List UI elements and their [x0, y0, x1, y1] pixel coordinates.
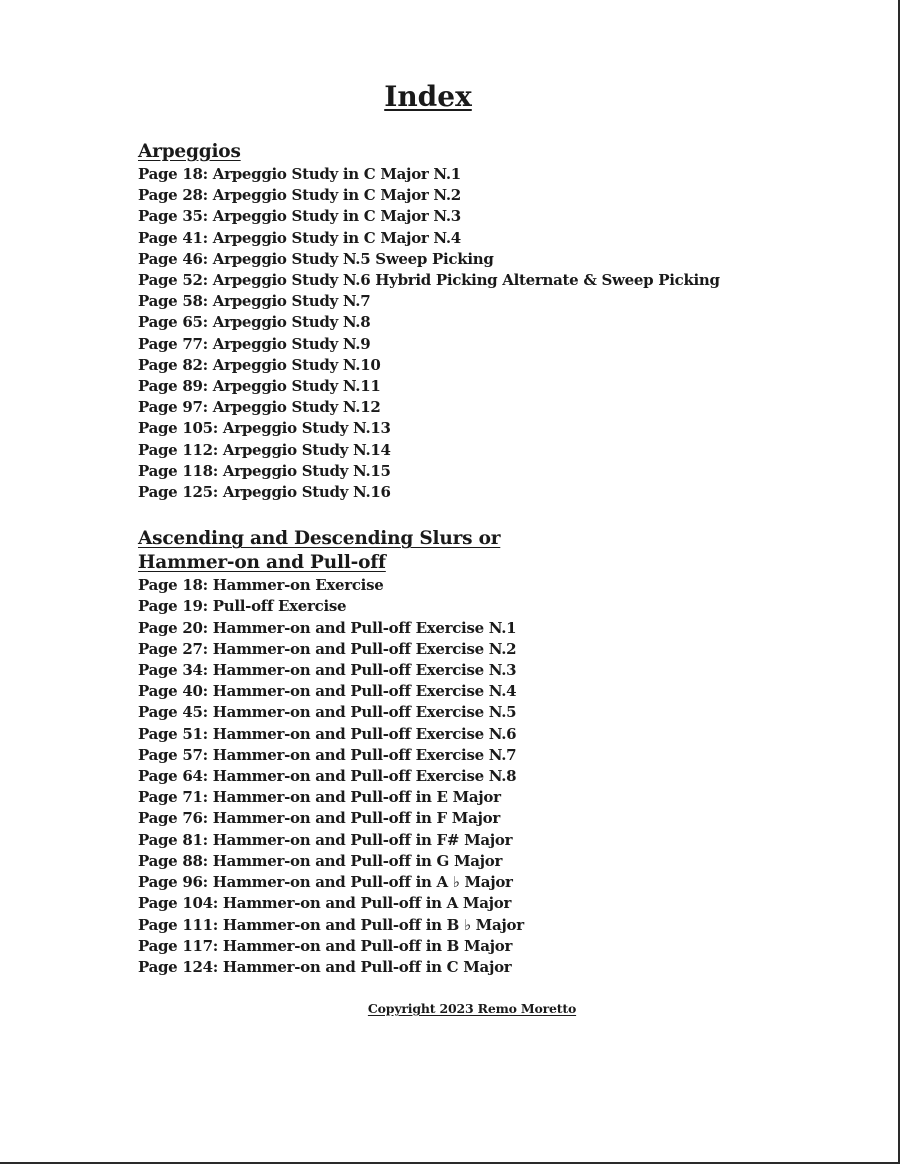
index-entry: Page 81: Hammer-on and Pull-off in F# Major	[138, 830, 513, 849]
index-entry: Page 19: Pull-off Exercise	[138, 597, 347, 616]
index-entry: Page 104: Hammer-on and Pull-off in A Major	[138, 894, 512, 913]
index-entry: Page 65: Arpeggio Study N.8	[138, 313, 371, 332]
index-entry: Page 105: Arpeggio Study N.13	[138, 419, 391, 438]
section-heading	[138, 140, 858, 164]
index-entry: Page 76: Hammer-on and Pull-off in F Major	[138, 809, 500, 828]
entry-list	[138, 164, 858, 503]
index-entry: Page 97: Arpeggio Study N.12	[138, 398, 381, 417]
section-slurs	[138, 527, 858, 978]
index-entry: Page 125: Arpeggio Study N.16	[138, 483, 391, 502]
index-content	[138, 140, 858, 978]
index-entry: Page 45: Hammer-on and Pull-off Exercise N.5	[138, 703, 517, 722]
section-arpeggios	[138, 140, 858, 503]
index-entry: Page 27: Hammer-on and Pull-off Exercise N.2	[138, 639, 517, 658]
index-entry: Page 71: Hammer-on and Pull-off in E Major	[138, 788, 501, 807]
index-entry: Page 89: Arpeggio Study N.11	[138, 377, 381, 396]
section-heading	[138, 527, 858, 575]
section-heading-line: Arpeggios	[138, 141, 241, 162]
index-entry: Page 117: Hammer-on and Pull-off in B Major	[138, 936, 513, 955]
index-entry: Page 96: Hammer-on and Pull-off in A ♭ Major	[138, 873, 513, 892]
index-entry: Page 51: Hammer-on and Pull-off Exercise N.6	[138, 724, 517, 743]
index-entry: Page 52: Arpeggio Study N.6 Hybrid Picking Alternate & Sweep Picking	[138, 271, 720, 290]
index-entry: Page 28: Arpeggio Study in C Major N.2	[138, 186, 461, 205]
index-entry: Page 41: Arpeggio Study in C Major N.4	[138, 228, 461, 247]
index-entry: Page 18: Arpeggio Study in C Major N.1	[138, 165, 461, 183]
entry-list	[138, 575, 858, 978]
index-entry: Page 77: Arpeggio Study N.9	[138, 334, 371, 353]
index-entry: Page 64: Hammer-on and Pull-off Exercise N.8	[138, 767, 517, 786]
index-entry: Page 58: Arpeggio Study N.7	[138, 292, 371, 311]
section-heading-line: Ascending and Descending Slurs or	[138, 528, 501, 550]
index-entry: Page 111: Hammer-on and Pull-off in B ♭ Major	[138, 915, 524, 934]
index-entry: Page 57: Hammer-on and Pull-off Exercise N.7	[138, 745, 517, 764]
index-entry: Page 46: Arpeggio Study N.5 Sweep Picking	[138, 249, 494, 268]
index-entry: Page 20: Hammer-on and Pull-off Exercise N.1	[138, 618, 517, 637]
section-heading-line: Hammer-on and Pull-off	[138, 552, 386, 574]
index-entry: Page 82: Arpeggio Study N.10	[138, 355, 381, 374]
index-entry: Page 40: Hammer-on and Pull-off Exercise N.4	[138, 682, 517, 701]
index-entry: Page 18: Hammer-on Exercise	[138, 576, 384, 595]
index-entry: Page 118: Arpeggio Study N.15	[138, 461, 391, 480]
index-entry: Page 88: Hammer-on and Pull-off in G Major	[138, 851, 503, 870]
index-entry: Page 112: Arpeggio Study N.14	[138, 440, 391, 459]
copyright-notice: Copyright 2023 Remo Moretto	[367, 1001, 577, 1016]
index-entry: Page 34: Hammer-on and Pull-off Exercise N.3	[138, 661, 517, 680]
index-entry: Page 124: Hammer-on and Pull-off in C Major	[138, 957, 512, 976]
index-entry: Page 35: Arpeggio Study in C Major N.3	[138, 207, 461, 226]
page-title: Index	[384, 80, 472, 113]
